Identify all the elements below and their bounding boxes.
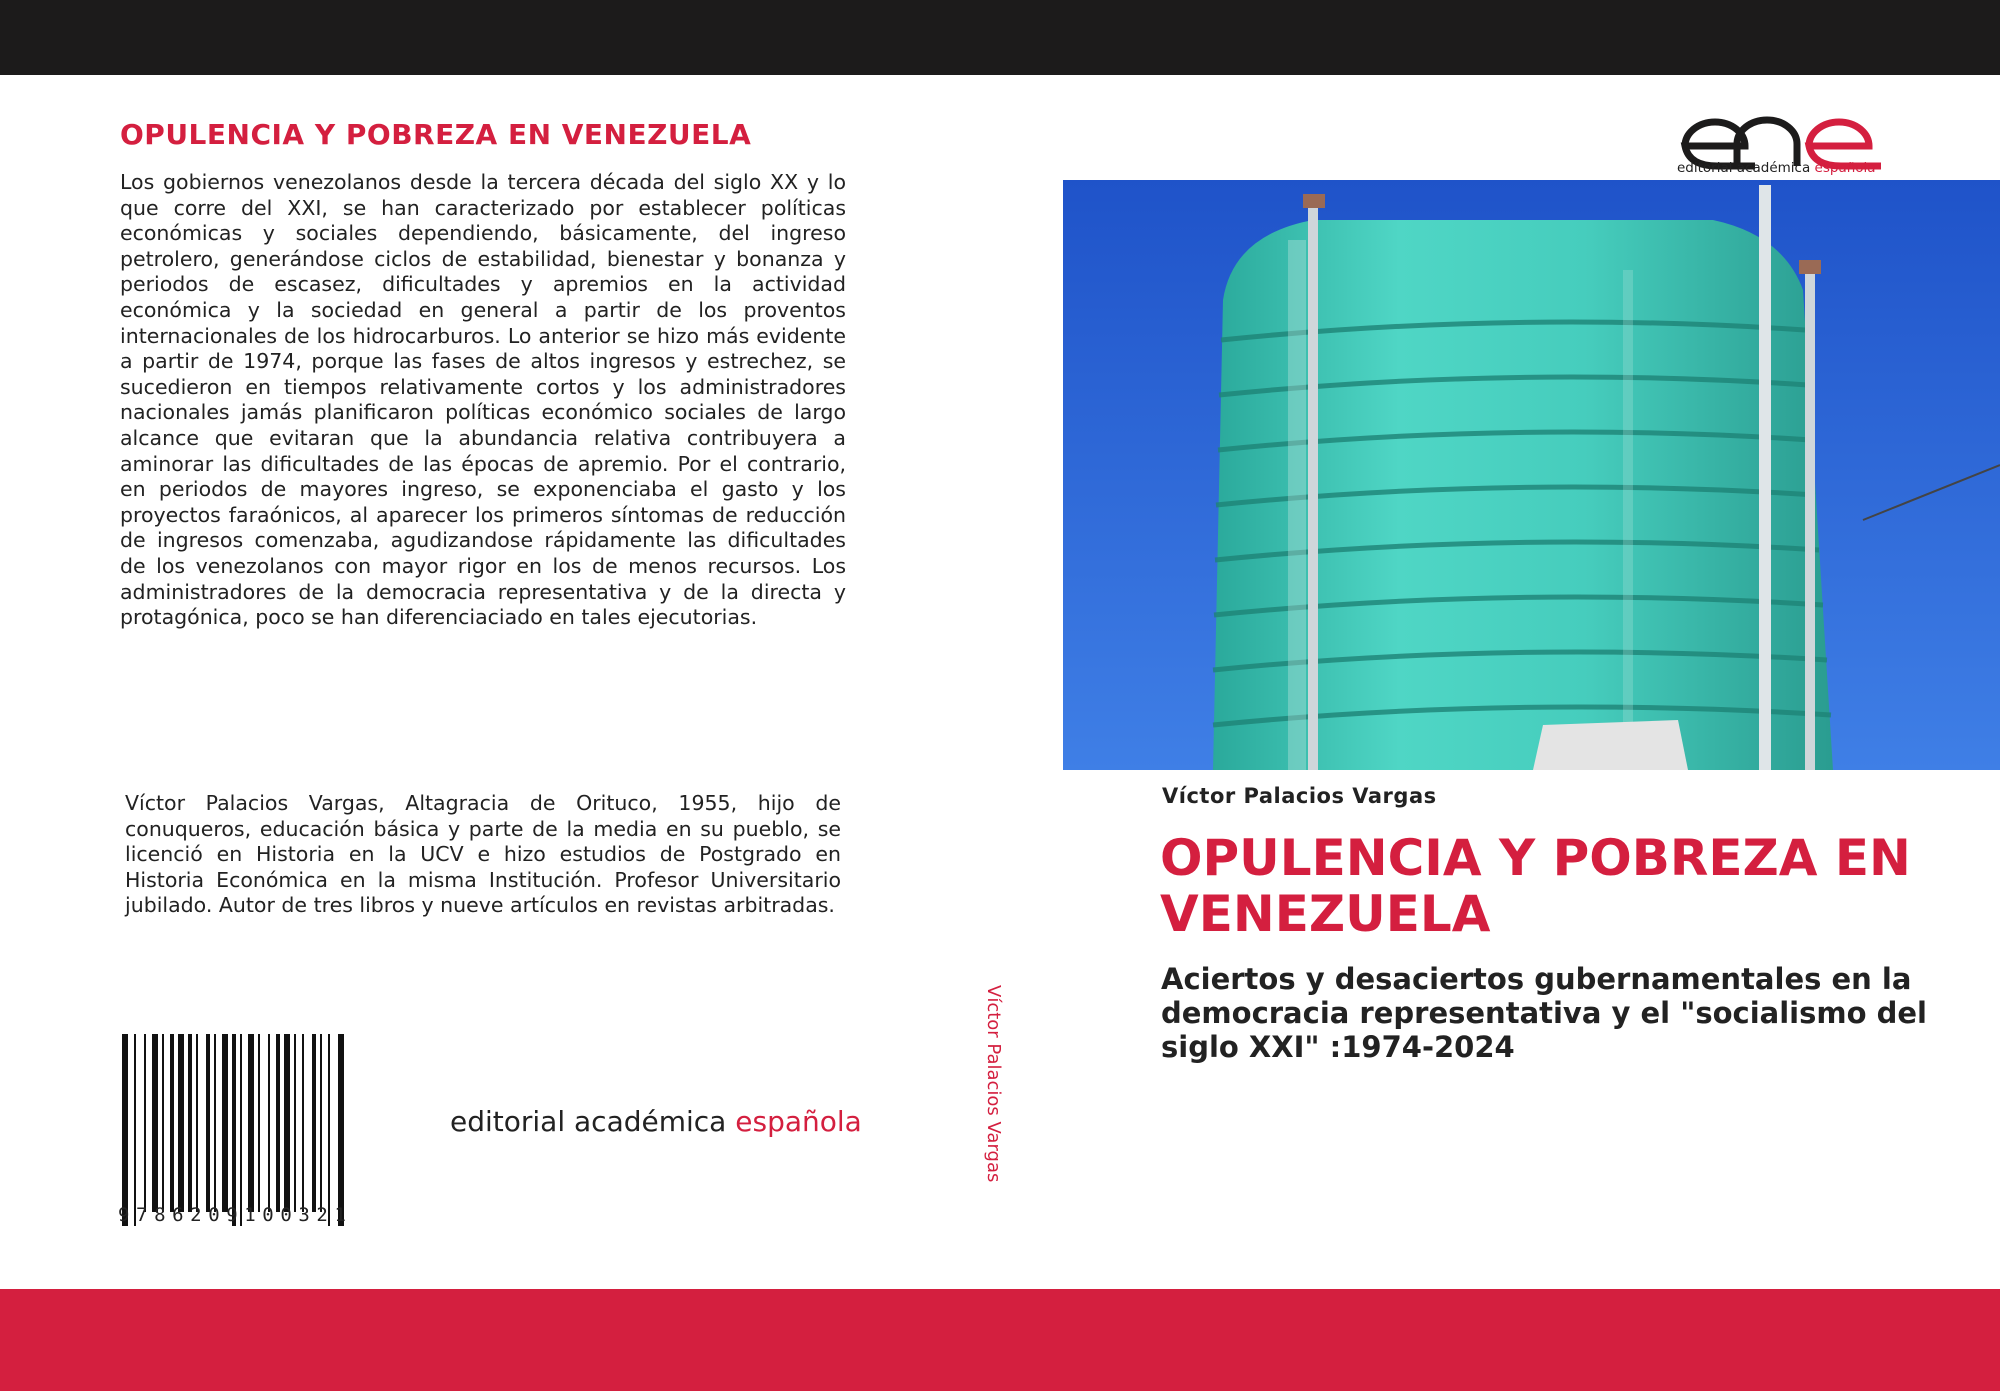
barcode-bar: [214, 1034, 216, 1212]
back-cover-title: OPULENCIA Y POBREZA EN VENEZUELA: [120, 118, 752, 151]
barcode-bar: [240, 1034, 242, 1226]
publisher-imprint-back: [450, 1105, 862, 1138]
barcode-bar: [134, 1034, 136, 1226]
water-tank-photo: [1063, 180, 2000, 770]
publisher-name-accent: española: [735, 1105, 862, 1138]
author-bio: Víctor Palacios Vargas, Altagracia de Orituco, 1955, hijo de conuqueros, educación básica y parte de la media en su pueblo, se licenció en Historia en la UCV e hizo estudios de Postgrado en Historia Económica en la misma Institución. Profesor Universitario jubilado. Autor de tres libros y nueve artículos en revistas arbitradas.: [125, 791, 841, 918]
back-cover-blurb: Los gobiernos venezolanos desde la tercera década del siglo XX y lo que corre del XXI, se han caracterizado por establecer políticas económicas y sociales dependiendo, básicamente, del ingreso petrolero, generándose ciclos de estabilidad, bienestar y bonanza y periodos de escasez, dificultades y apremios en la actividad económica y la sociedad en general a partir de los proventos internacionales de los hidrocarburos. Lo anterior se hizo más evidente a partir de 1974, porque las fases de altos ingresos y estrechez, se sucedieron en tiempos relativamente cortos y los administradores nacionales jamás planificaron políticas económico sociales de largo alcance que evitaran que la abundancia relativa contribuyera a aminorar las dificultades de las épocas de apremio. Por el contrario, en periodos de mayores ingreso, se exponenciaba el gasto y los proyectos faraónicos, al aparecer los primeros síntomas de reducción de ingresos comenzaba, agudizandose rápidamente las dificultades de los venezolanos con mayor rigor en los de menos recursos. Los administradores de la democracia representativa y de la directa y protagónica, poco se han diferenciaciado en tales ejecutorias.: [120, 170, 846, 630]
barcode-bar: [144, 1034, 146, 1212]
barcode-bar: [152, 1034, 158, 1212]
barcode-bar: [312, 1034, 316, 1212]
barcode-bar: [294, 1034, 296, 1212]
barcode-bar: [320, 1034, 322, 1212]
isbn-barcode: [118, 1034, 438, 1226]
front-cover-title: OPULENCIA Y POBREZA EN VENEZUELA: [1160, 829, 1911, 943]
barcode-bar: [222, 1034, 228, 1212]
barcode-bar: [206, 1034, 210, 1212]
barcode-bar: [188, 1034, 192, 1212]
spine-author: Víctor Palacios Vargas: [983, 985, 1004, 1183]
barcode-bar: [258, 1034, 260, 1212]
publisher-name: editorial académica: [450, 1105, 736, 1138]
barcode-bar: [178, 1034, 184, 1212]
bottom-red-band: [0, 1289, 2000, 1391]
barcode-bar: [268, 1034, 270, 1212]
logo-text-main: editorial académica: [1677, 160, 1815, 176]
barcode-bar: [284, 1034, 290, 1212]
barcode-bar: [338, 1034, 344, 1226]
barcode-bar: [248, 1034, 254, 1212]
barcode-bar: [232, 1034, 236, 1226]
front-cover-subtitle: Aciertos y desaciertos gubernamentales en la democracia representativa y el "socialismo del siglo XXI" :1974-2024: [1161, 962, 1927, 1064]
barcode-bar: [328, 1034, 330, 1226]
barcode-bar: [302, 1034, 304, 1212]
front-author: Víctor Palacios Vargas: [1162, 784, 1437, 808]
barcode-bar: [170, 1034, 174, 1212]
top-dark-band: [0, 0, 2000, 75]
barcode-bar: [162, 1034, 164, 1212]
logo-text-accent: española: [1814, 160, 1876, 176]
barcode-bar: [122, 1034, 128, 1226]
logo-wordmark: [1677, 160, 1876, 176]
barcode-bar: [276, 1034, 280, 1212]
barcode-bar: [196, 1034, 198, 1212]
isbn-digits: 9786209100321: [118, 1204, 353, 1226]
